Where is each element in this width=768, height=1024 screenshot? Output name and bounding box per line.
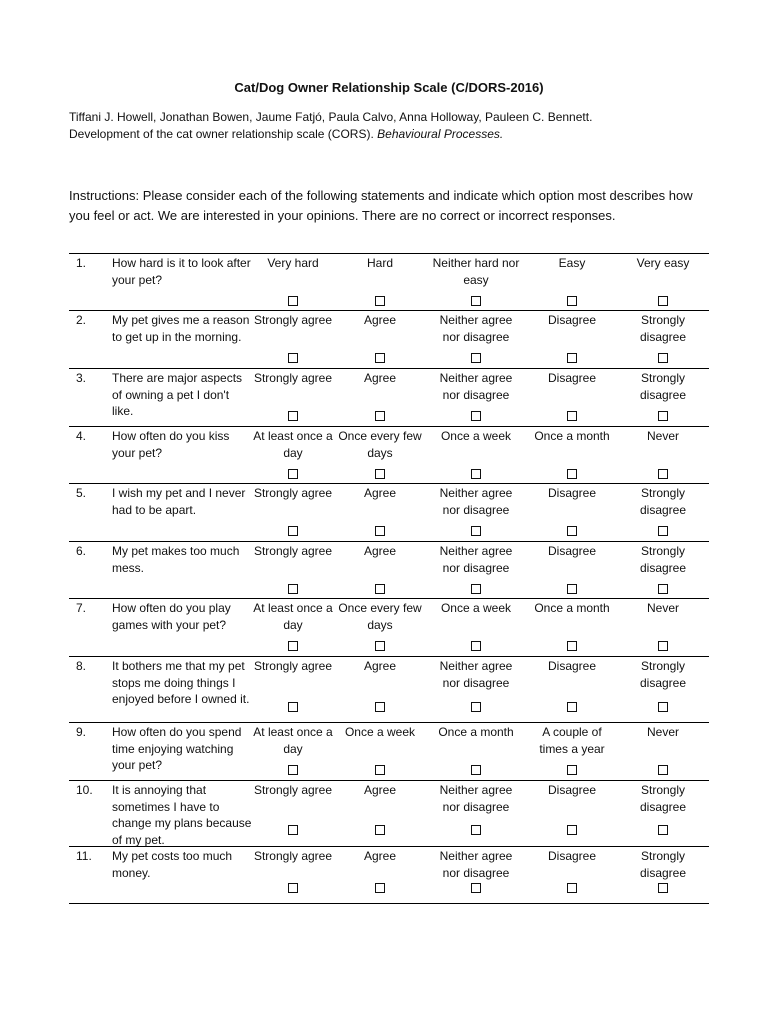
question-row [69, 847, 709, 904]
option-checkbox[interactable] [567, 825, 577, 835]
citation [69, 109, 709, 142]
option-checkbox[interactable] [375, 883, 385, 893]
option-checkbox[interactable] [375, 765, 385, 775]
option-checkbox[interactable] [375, 825, 385, 835]
question-number: 8. [76, 659, 87, 673]
option-checkbox[interactable] [567, 353, 577, 363]
option-label: Strongly disagree [639, 371, 687, 402]
option-checkbox[interactable] [288, 702, 298, 712]
option-checkbox[interactable] [375, 353, 385, 363]
questionnaire-table [69, 253, 709, 904]
option-label: Neither agree nor disagree [439, 486, 513, 517]
option-checkbox[interactable] [288, 469, 298, 479]
question-text: There are major aspects of owning a pet I don't like. [112, 371, 243, 418]
question-text: I wish my pet and I never had to be apart. [112, 486, 246, 517]
option-checkbox[interactable] [567, 584, 577, 594]
question-number: 3. [76, 371, 87, 385]
option-checkbox[interactable] [288, 641, 298, 651]
option-label: Strongly disagree [639, 313, 687, 344]
option-label: Disagree [547, 486, 597, 500]
citation-authors: Tiffani J. Howell, Jonathan Bowen, Jaume Fatjó, Paula Calvo, Anna Holloway, Pauleen C. Bennett. [69, 110, 593, 124]
option-checkbox[interactable] [567, 765, 577, 775]
option-label: Strongly disagree [639, 849, 687, 880]
question-text: How hard is it to look after your pet? [112, 256, 251, 287]
question-text: How often do you kiss your pet? [112, 429, 230, 460]
option-label: Disagree [547, 783, 597, 797]
option-label: Agree [363, 313, 397, 327]
option-checkbox[interactable] [658, 641, 668, 651]
option-label: Strongly agree [253, 783, 333, 797]
question-row [69, 657, 709, 723]
option-label: Agree [363, 783, 397, 797]
option-label: Strongly disagree [639, 783, 687, 814]
option-checkbox[interactable] [471, 526, 481, 536]
question-number: 2. [76, 313, 87, 327]
option-checkbox[interactable] [658, 469, 668, 479]
question-number: 9. [76, 725, 87, 739]
question-row [69, 254, 709, 311]
option-label: Strongly agree [253, 544, 333, 558]
option-checkbox[interactable] [375, 296, 385, 306]
option-label: Once a week [440, 429, 512, 443]
question-text: How often do you play games with your pet? [112, 601, 231, 632]
option-label: Disagree [547, 371, 597, 385]
option-label: Once a month [438, 725, 514, 739]
option-label: Never [646, 601, 679, 615]
citation-journal: Behavioural Processes. [377, 126, 504, 141]
option-checkbox[interactable] [375, 411, 385, 421]
option-checkbox[interactable] [658, 825, 668, 835]
citation-article: Development of the cat owner relationship scale (CORS). [69, 126, 378, 141]
option-checkbox[interactable] [658, 526, 668, 536]
option-label: Neither agree nor disagree [439, 849, 513, 880]
option-checkbox[interactable] [288, 883, 298, 893]
option-checkbox[interactable] [288, 353, 298, 363]
question-text: My pet costs too much money. [112, 849, 233, 880]
question-row [69, 542, 709, 599]
option-label: At least once a day [253, 725, 333, 756]
option-checkbox[interactable] [375, 584, 385, 594]
option-checkbox[interactable] [375, 702, 385, 712]
option-checkbox[interactable] [658, 765, 668, 775]
option-checkbox[interactable] [471, 765, 481, 775]
option-checkbox[interactable] [567, 641, 577, 651]
option-checkbox[interactable] [375, 641, 385, 651]
option-checkbox[interactable] [288, 765, 298, 775]
option-label: Once a week [440, 601, 512, 615]
question-row [69, 484, 709, 542]
option-label: Strongly agree [253, 659, 333, 673]
question-number: 4. [76, 429, 87, 443]
option-label: Very easy [636, 256, 690, 270]
option-label: Never [646, 429, 679, 443]
option-checkbox[interactable] [375, 469, 385, 479]
option-checkbox[interactable] [658, 702, 668, 712]
option-label: Agree [363, 544, 397, 558]
option-label: Neither agree nor disagree [439, 313, 513, 344]
question-number: 1. [76, 256, 87, 270]
question-text: My pet gives me a reason to get up in the morning. [112, 313, 250, 344]
option-checkbox[interactable] [658, 584, 668, 594]
option-label: Neither agree nor disagree [439, 659, 513, 690]
question-number: 6. [76, 544, 87, 558]
option-label: Disagree [547, 544, 597, 558]
option-checkbox[interactable] [471, 584, 481, 594]
option-label: Neither hard nor easy [432, 256, 520, 287]
option-checkbox[interactable] [658, 353, 668, 363]
option-checkbox[interactable] [288, 296, 298, 306]
option-label: Once a week [344, 725, 416, 739]
option-checkbox[interactable] [375, 526, 385, 536]
option-label: Very hard [267, 256, 319, 270]
question-number: 10. [76, 783, 93, 797]
option-label: Neither agree nor disagree [439, 371, 513, 402]
option-label: Strongly disagree [639, 659, 687, 690]
option-checkbox[interactable] [288, 825, 298, 835]
question-text: It is annoying that sometimes I have to change my plans because of my pet. [112, 783, 252, 847]
option-checkbox[interactable] [658, 883, 668, 893]
option-checkbox[interactable] [471, 296, 481, 306]
option-checkbox[interactable] [471, 883, 481, 893]
option-checkbox[interactable] [567, 702, 577, 712]
option-checkbox[interactable] [288, 411, 298, 421]
option-label: Once every few days [338, 429, 422, 460]
option-label: Agree [363, 659, 397, 673]
question-row [69, 427, 709, 484]
instructions: Instructions: Please consider each of the following statements and indicate which option most describes how you feel or act. We are interested in your opinions. There are no correct or incorrect responses. [69, 188, 693, 223]
option-label: Strongly disagree [639, 486, 687, 517]
option-checkbox[interactable] [471, 825, 481, 835]
option-checkbox[interactable] [567, 883, 577, 893]
option-label: Agree [363, 371, 397, 385]
option-label: Hard [366, 256, 393, 270]
option-checkbox[interactable] [471, 469, 481, 479]
option-label: Neither agree nor disagree [439, 783, 513, 814]
question-number: 5. [76, 486, 87, 500]
question-number: 11. [76, 849, 92, 863]
question-row [69, 369, 709, 427]
option-checkbox[interactable] [471, 641, 481, 651]
option-label: At least once a day [253, 429, 333, 460]
question-text: How often do you spend time enjoying watching your pet? [112, 725, 242, 772]
option-checkbox[interactable] [658, 411, 668, 421]
option-label: Neither agree nor disagree [439, 544, 513, 575]
option-label: Agree [363, 486, 397, 500]
option-label: Strongly disagree [639, 544, 687, 575]
option-checkbox[interactable] [288, 526, 298, 536]
option-checkbox[interactable] [567, 296, 577, 306]
option-checkbox[interactable] [471, 411, 481, 421]
question-number: 7. [76, 601, 87, 615]
option-label: Strongly agree [253, 371, 333, 385]
option-label: Disagree [547, 313, 597, 327]
option-label: Disagree [547, 849, 597, 863]
option-checkbox[interactable] [658, 296, 668, 306]
question-text: It bothers me that my pet stops me doing things I enjoyed before I owned it. [112, 659, 250, 706]
document-title: Cat/Dog Owner Relationship Scale (C/DORS-2016) [234, 80, 544, 95]
option-label: Disagree [547, 659, 597, 673]
question-row [69, 311, 709, 369]
option-label: Never [646, 725, 679, 739]
option-label: Strongly agree [253, 486, 333, 500]
option-label: At least once a day [253, 601, 333, 632]
option-label: Strongly agree [253, 849, 333, 863]
question-row [69, 599, 709, 657]
option-checkbox[interactable] [567, 469, 577, 479]
option-checkbox[interactable] [471, 702, 481, 712]
option-label: Once a month [534, 429, 610, 443]
question-row [69, 781, 709, 847]
option-label: Easy [558, 256, 586, 270]
question-text: My pet makes too much mess. [112, 544, 240, 575]
option-checkbox[interactable] [567, 526, 577, 536]
option-checkbox[interactable] [471, 353, 481, 363]
option-label: Strongly agree [253, 313, 333, 327]
option-label: Agree [363, 849, 397, 863]
option-checkbox[interactable] [288, 584, 298, 594]
option-label: A couple of times a year [539, 725, 605, 756]
option-label: Once every few days [338, 601, 422, 632]
option-checkbox[interactable] [567, 411, 577, 421]
option-label: Once a month [534, 601, 610, 615]
question-row [69, 723, 709, 781]
